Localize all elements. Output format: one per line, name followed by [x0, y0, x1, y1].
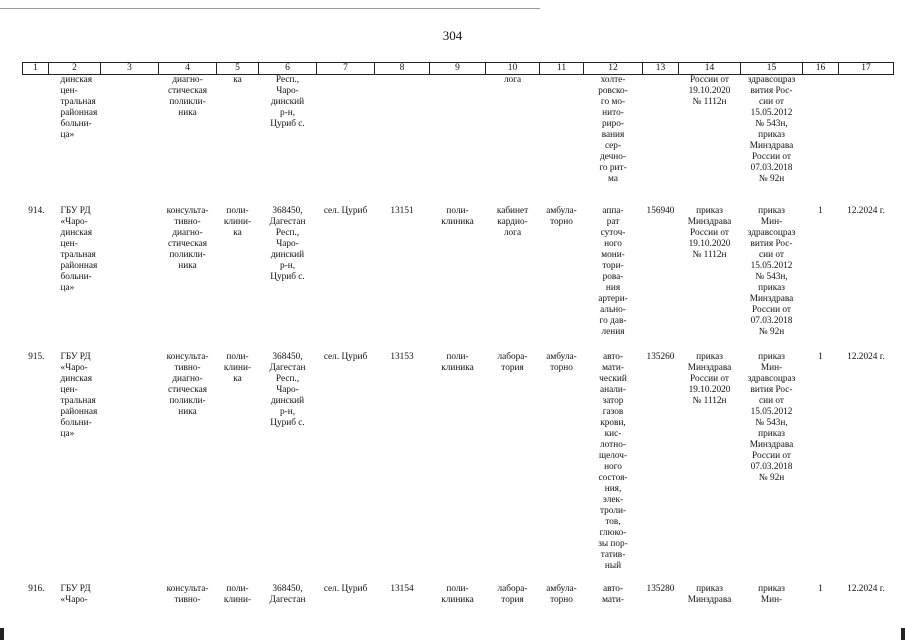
column-header: 1 — [23, 63, 49, 75]
unit-type — [430, 75, 486, 206]
facility-type: поли- клини- ка — [223, 351, 252, 384]
department: диагно- стическая поликли- ника — [167, 75, 208, 118]
column-header: 16 — [803, 63, 839, 75]
department: консульта- тивно- диагно- стическая поликли- ника — [166, 351, 209, 417]
order-reference-2: приказ Мин- здравсоцраз вития Рос- сии от 15.05.2012 № 543н, приказ Минздрава России от 07.03.2018 № 92н — [747, 205, 796, 337]
code: 13154 — [390, 583, 414, 594]
column-3-empty — [101, 206, 159, 352]
order-reference: приказ Минздрава России от 19.10.2020 № 1112н — [687, 205, 732, 260]
locality: сел. Цуриб — [323, 205, 368, 216]
price: 135280 — [646, 583, 675, 594]
column-header: 10 — [486, 63, 540, 75]
order-reference: приказ Минздрава России от 19.10.2020 № 1112н — [687, 351, 732, 406]
page-number: 304 — [442, 28, 463, 43]
organization-name: ГБУ РД «Чаро- динская цен- тральная районная больни- ца» — [60, 205, 98, 293]
quantity: 1 — [818, 205, 823, 216]
table-row — [23, 352, 894, 584]
address: 368450, Дагестан Респ., Чаро- динский р-н, Цуриб с. — [269, 351, 306, 428]
address: 368450, Дагестан Респ., Чаро- динский р-н, Цуриб с. — [269, 205, 306, 282]
table-row — [23, 206, 894, 352]
column-header: 3 — [101, 63, 159, 75]
facility-type: поли- клини- ка — [223, 205, 252, 238]
column-header: 7 — [317, 63, 375, 75]
column-header: 17 — [839, 63, 894, 75]
locality: сел. Цуриб — [323, 351, 368, 362]
column-3-empty — [101, 352, 159, 584]
order-reference-2: здравсоцраз вития Рос- сии от 15.05.2012 № 543н, приказ Минздрава России от 07.03.2018 № 92н — [747, 75, 796, 184]
unit-type: поли- клиника — [441, 351, 474, 373]
order-reference: России от 19.10.2020 № 1112н — [688, 75, 731, 107]
column-header: 4 — [159, 63, 217, 75]
table-row — [23, 584, 894, 644]
scan-corner-mark — [0, 628, 4, 640]
scan-top-rule — [0, 8, 540, 9]
care-form — [540, 75, 584, 206]
unit-type: поли- клиника — [441, 583, 474, 605]
column-header: 5 — [217, 63, 259, 75]
deadline: 12.2024 г. — [847, 205, 885, 216]
code — [375, 75, 430, 206]
table-body — [23, 75, 894, 644]
column-header: 11 — [540, 63, 584, 75]
column-header: 6 — [259, 63, 317, 75]
quantity — [803, 75, 839, 206]
column-header: 15 — [741, 63, 803, 75]
document-table — [22, 62, 894, 644]
column-header: 8 — [375, 63, 430, 75]
column-3-empty — [101, 75, 159, 206]
room: кабинет кардио- лога — [496, 205, 529, 238]
column-header: 13 — [643, 63, 679, 75]
facility-type: поли- клини- — [223, 583, 252, 605]
order-reference-2: приказ Мин- здравсоцраз вития Рос- сии от 15.05.2012 № 543н, приказ Минздрава России от 07.03.2018 № 92н — [747, 351, 796, 483]
locality: сел. Цуриб — [323, 583, 368, 594]
row-number: 916. — [28, 583, 45, 594]
row-number: 914. — [28, 205, 45, 216]
care-form: амбула- торно — [546, 205, 577, 227]
deadline — [839, 75, 894, 206]
locality — [317, 75, 375, 206]
column-3-empty — [101, 584, 159, 644]
column-header: 14 — [679, 63, 741, 75]
equipment: холте- ровско- го мо- нито- риро- вания сер- дечно- го рит- ма — [598, 75, 628, 184]
organization-name: динская цен- тральная районная больни- ца» — [60, 75, 98, 140]
order-reference: приказ Минздрава — [687, 583, 732, 605]
row-number — [23, 75, 49, 206]
quantity: 1 — [818, 351, 823, 362]
care-form: амбула- торно — [546, 351, 577, 373]
facility-type: ка — [233, 75, 242, 85]
equipment: аппа- рат суточ- ного мони- тори- рова- ния артери- ально- го дав- ления — [598, 205, 628, 337]
scan-corner-mark — [901, 628, 905, 640]
equipment: авто- мати- — [602, 583, 624, 605]
column-header: 2 — [49, 63, 101, 75]
organization-name: ГБУ РД «Чаро- — [60, 583, 91, 605]
deadline: 12.2024 г. — [847, 583, 885, 594]
price: 156940 — [646, 205, 675, 216]
quantity: 1 — [818, 583, 823, 594]
department: консульта- тивно- — [166, 583, 209, 605]
row-number: 915. — [28, 351, 45, 362]
room: лога — [503, 75, 522, 85]
care-form: амбула- торно — [546, 583, 577, 605]
organization-name: ГБУ РД «Чаро- динская цен- тральная районная больни- ца» — [60, 351, 98, 439]
equipment: авто- мати- ческий анали- затор газов крови, кис- лотно- щелоч- ного состоя- ния, элек- троли- тов, глюко- зы пор- татив- ный — [598, 351, 628, 571]
column-header-row — [23, 63, 894, 75]
price: 135260 — [646, 351, 675, 362]
room: лабора- тория — [497, 351, 528, 373]
unit-type: поли- клиника — [441, 205, 474, 227]
column-header: 9 — [430, 63, 486, 75]
address: 368450, Дагестан — [269, 583, 306, 605]
price — [643, 75, 679, 206]
table-row — [23, 75, 894, 206]
order-reference-2: приказ Мин- — [758, 583, 785, 605]
deadline: 12.2024 г. — [847, 351, 885, 362]
code: 13151 — [390, 205, 414, 216]
code: 13153 — [390, 351, 414, 362]
address: Респ., Чаро- динский р-н, Цуриб с. — [270, 75, 305, 129]
department: консульта- тивно- диагно- стическая поликли- ника — [166, 205, 209, 271]
room: лабора- тория — [497, 583, 528, 605]
column-header: 12 — [584, 63, 643, 75]
